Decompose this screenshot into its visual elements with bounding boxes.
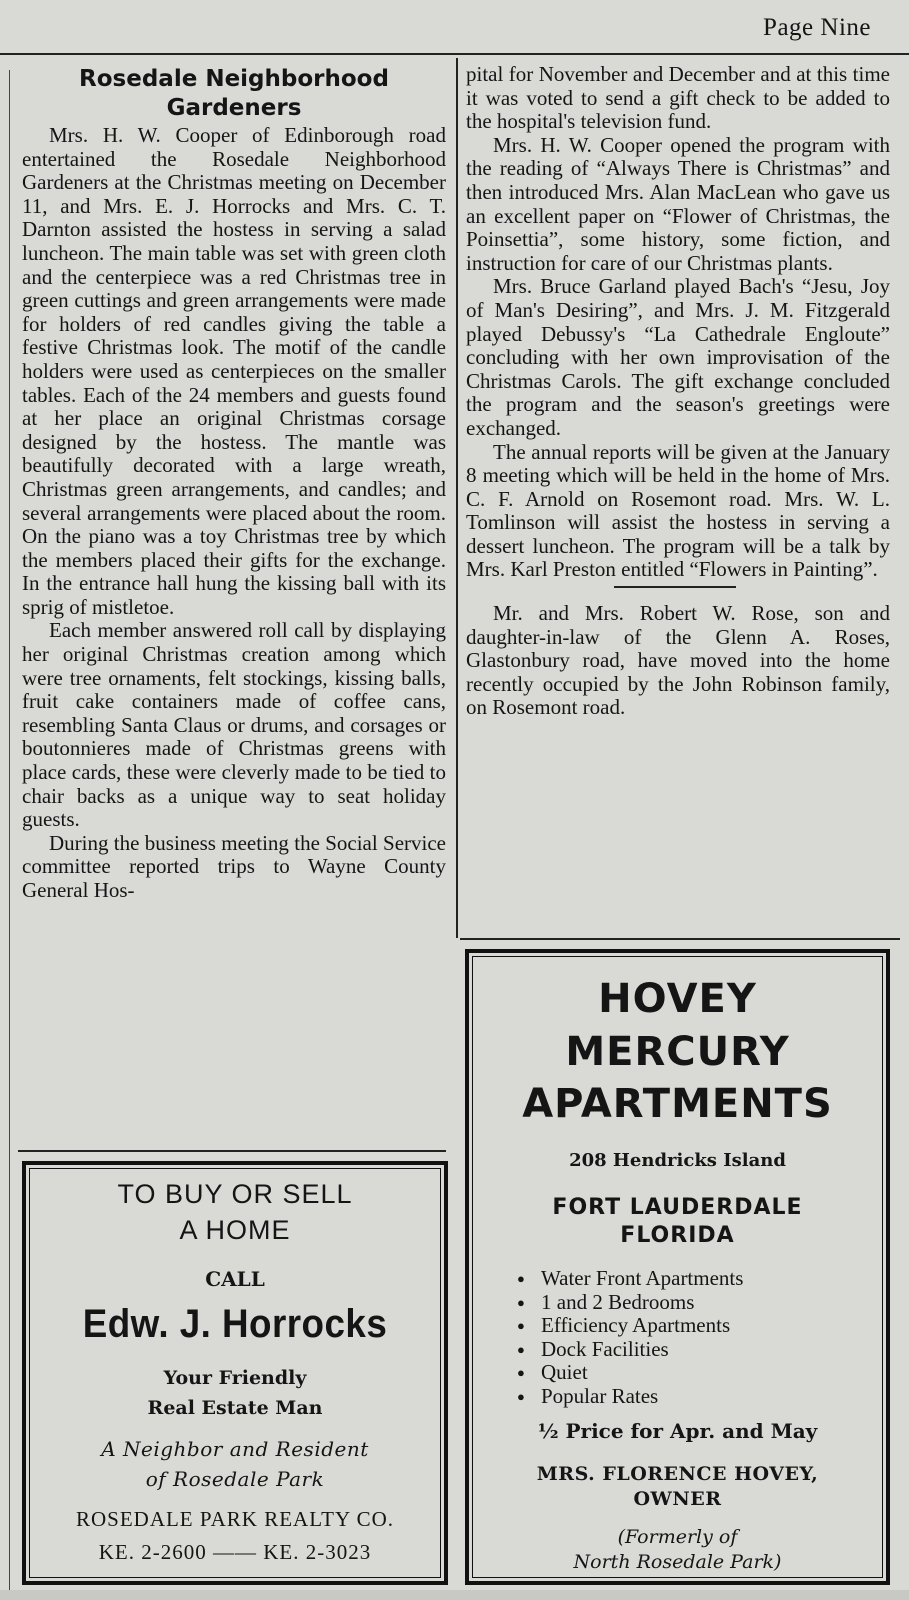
- ad-formerly-1: (Formerly of: [617, 1526, 738, 1548]
- ad-tagline-1: Your Friendly: [163, 1367, 307, 1389]
- article-paragraph: Each member answered roll call by displaying her original Christmas creation among which were tree ornaments, felt stockings, kissing balls, fruit cake containers made of coffee cans, resembling Santa Claus or drums, and corsages or boutonnieres made of Christmas greens with place cards, these were cleverly made to be tied to chair backs as a unique way to seat holiday guests.: [22, 618, 446, 832]
- article-paragraph: The annual reports will be given at the January 8 meeting which will be held in the home of Mrs. C. F. Arnold on Rosemont road. Mrs. W. L. Tomlinson will assist the hostess in serving a dessert luncheon. The program will be a talk by Mrs. Karl Preston entitled “Flowers in Painting”.: [466, 439, 890, 582]
- left-column-bottom-rule: [18, 1150, 446, 1152]
- right-column-bottom-rule: [460, 938, 900, 940]
- article-paragraph: Mrs. H. W. Cooper opened the program with the reading of “Always There is Christmas” and then introduced Mrs. Alan MacLean who gave us an excellent paper on “Flower of Christmas, the Poinsettia”, some history, some fiction, and instruction for care of our Christmas plants.: [466, 132, 890, 275]
- ad-city: FORT LAUDERDALE: [552, 1195, 803, 1220]
- article-column-right: [466, 63, 890, 720]
- feature-item: ● Popular Rates: [515, 1385, 743, 1409]
- ad-owner-name: MRS. FLORENCE HOVEY,: [536, 1463, 819, 1485]
- article-paragraph: Mrs. Bruce Garland played Bach's “Jesu, Joy of Man's Desiring”, and Mrs. J. M. Fitzgerald played Debussy's “La Cathedrale Engloute” concluding with her own improvisation of the Christmas Carols. The gift exchange concluded the program and the season's greetings were exchanged.: [466, 274, 890, 440]
- headline-line-2: Gardeners: [166, 95, 302, 121]
- feature-item: ● Efficiency Apartments: [515, 1314, 743, 1338]
- feature-list: [515, 1267, 743, 1408]
- ad-address: 208 Hendricks Island: [569, 1150, 786, 1171]
- top-rule: [0, 53, 909, 55]
- apartments-advertisement: [465, 949, 890, 1585]
- feature-item: ● Quiet: [515, 1361, 743, 1385]
- article-paragraph: pital for November and December and at this time it was voted to send a gift check to be added to the hospital's television fund.: [466, 62, 890, 134]
- section-separator: [614, 586, 736, 588]
- left-margin-rule: [9, 70, 10, 1590]
- feature-item: ● 1 and 2 Bedrooms: [515, 1291, 743, 1315]
- feature-item: ● Water Front Apartments: [515, 1267, 743, 1291]
- ad-headline-2: A HOME: [179, 1215, 291, 1245]
- ad-state: FLORIDA: [620, 1223, 735, 1248]
- ad-heading-3: APARTMENTS: [522, 1081, 833, 1127]
- realty-advertisement: [22, 1161, 448, 1585]
- page-bottom-edge: [0, 1590, 909, 1600]
- headline-line-1: Rosedale Neighborhood: [79, 66, 389, 92]
- notice-paragraph: Mr. and Mrs. Robert W. Rose, son and daughter-in-law of the Glenn A. Roses, Glastonbury road, have moved into the home recently occupied by the John Robinson family, on Rosemont road.: [466, 601, 890, 720]
- article-column-left: [22, 124, 446, 903]
- ad-heading-1: HOVEY: [598, 976, 757, 1022]
- ad-tagline-2: Real Estate Man: [147, 1397, 323, 1419]
- column-divider: [456, 58, 458, 938]
- page-number: Page Nine: [763, 14, 871, 41]
- article-paragraph: Mrs. H. W. Cooper of Edinborough road entertained the Rosedale Neighborhood Gardeners at the Christmas meeting on December 11, and Mrs. E. J. Horrocks and Mrs. C. T. Darnton assisted the hostess in serving a salad luncheon. The main table was set with green cloth and the centerpiece was a red Christmas tree in green cuttings and green arrangements were made for holders of red candles giving the table a festive Christmas look. The motif of the candle holders were used as centerpieces on the smaller tables. Each of the 24 members and guests found at her place an original Christmas corsage designed by the hostess. The mantle was beautifully decorated with a large wreath, Christmas green arrangements, and candles; and several arrangements were placed about the room. On the piano was a toy Christmas tree by which the members placed their gifts for the exchange. In the entrance hall hung the kissing ball with its sprig of mistletoe.: [22, 123, 446, 619]
- ad-headline-1: TO BUY OR SELL: [117, 1179, 353, 1209]
- feature-item: ● Dock Facilities: [515, 1338, 743, 1362]
- ad-neighbor-2: of Rosedale Park: [145, 1467, 325, 1491]
- ad-owner-title: OWNER: [633, 1488, 722, 1510]
- ad-formerly-2: North Rosedale Park): [573, 1551, 782, 1573]
- ad-heading-2: MERCURY: [565, 1029, 790, 1075]
- ad-call: CALL: [205, 1267, 265, 1291]
- ad-phones: KE. 2-2600 —— KE. 2-3023: [98, 1540, 372, 1564]
- ad-price: ½ Price for Apr. and May: [537, 1419, 818, 1443]
- ad-neighbor-1: A Neighbor and Resident: [101, 1437, 369, 1461]
- ad-company: ROSEDALE PARK REALTY CO.: [75, 1507, 395, 1531]
- ad-agent-name: Edw. J. Horrocks: [82, 1302, 388, 1346]
- article-headline: [22, 65, 446, 123]
- article-paragraph: During the business meeting the Social Service committee reported trips to Wayne County General Hos-: [22, 830, 446, 902]
